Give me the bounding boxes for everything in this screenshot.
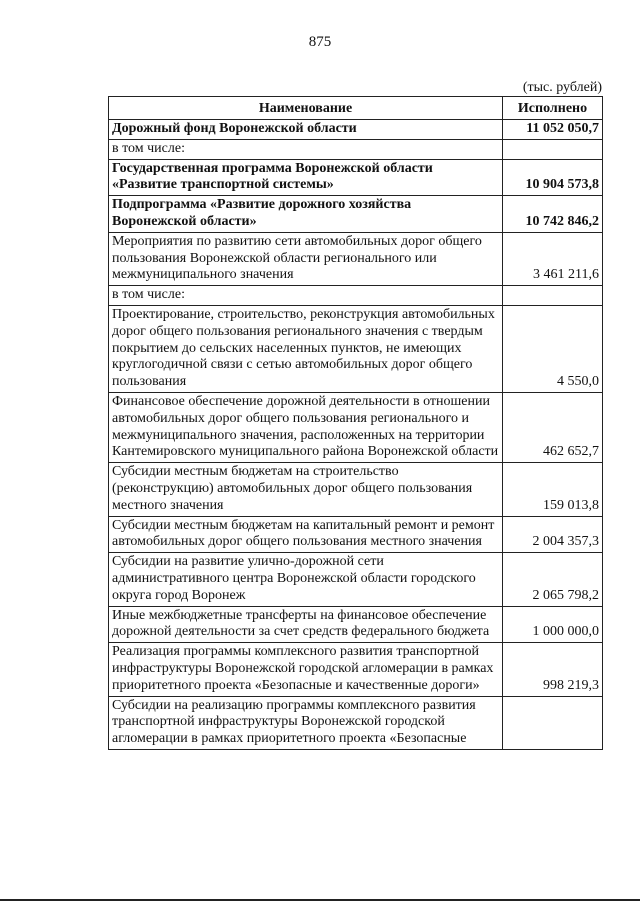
row-value: 10 904 573,8	[503, 159, 603, 196]
row-name: Финансовое обеспечение дорожной деятельности в отношении автомобильных дорог общего пользования регионального и межмуниципального значения, расположенных на территории Кантемировского муниципального района Воронежской области	[109, 392, 503, 462]
row-name: Иные межбюджетные трансферты на финансовое обеспечение дорожной деятельности за счет средств федерального бюджета	[109, 606, 503, 643]
row-value: 3 461 211,6	[503, 232, 603, 285]
page-bottom-rule	[0, 899, 640, 901]
table-header-row	[109, 97, 603, 120]
row-name: Субсидии местным бюджетам на капитальный ремонт и ремонт автомобильных дорог общего пользования местного значения	[109, 516, 503, 553]
row-name: Субсидии местным бюджетам на строительство (реконструкцию) автомобильных дорог общего пользования местного значения	[109, 463, 503, 516]
table-row	[109, 196, 603, 233]
row-value: 4 550,0	[503, 305, 603, 392]
row-value: 2 065 798,2	[503, 553, 603, 606]
budget-table	[108, 96, 603, 750]
row-name: Мероприятия по развитию сети автомобильных дорог общего пользования Воронежской области регионального или межмуниципального значения	[109, 232, 503, 285]
table-row	[109, 463, 603, 516]
row-value: 2 004 357,3	[503, 516, 603, 553]
table-row	[109, 606, 603, 643]
row-name: Подпрограмма «Развитие дорожного хозяйства Воронежской области»	[109, 196, 503, 233]
row-name: в том числе:	[109, 286, 503, 306]
row-name: Дорожный фонд Воронежской области	[109, 120, 503, 140]
table-row	[109, 286, 603, 306]
row-name: Государственная программа Воронежской области «Развитие транспортной системы»	[109, 159, 503, 196]
row-value: 159 013,8	[503, 463, 603, 516]
row-value: 1 000 000,0	[503, 606, 603, 643]
row-value	[503, 696, 603, 749]
column-header-value: Исполнено	[503, 97, 603, 120]
units-label: (тыс. рублей)	[522, 80, 602, 95]
row-value: 998 219,3	[503, 643, 603, 696]
table-row	[109, 696, 603, 749]
row-name: Проектирование, строительство, реконструкция автомобильных дорог общего пользования регионального значения с твердым покрытием до сельских населенных пунктов, не имеющих круглогодичной связи с сетью автомобильных дорог общего пользования	[109, 305, 503, 392]
table-row	[109, 120, 603, 140]
row-value: 11 052 050,7	[503, 120, 603, 140]
row-value	[503, 286, 603, 306]
column-header-name: Наименование	[109, 97, 503, 120]
table-row	[109, 516, 603, 553]
row-value	[503, 139, 603, 159]
row-name: Реализация программы комплексного развития транспортной инфраструктуры Воронежской городской агломерации в рамках приоритетного проекта «Безопасные и качественные дороги»	[109, 643, 503, 696]
table-row	[109, 305, 603, 392]
row-name: в том числе:	[109, 139, 503, 159]
page-number: 875	[308, 34, 332, 50]
row-name: Субсидии на реализацию программы комплексного развития транспортной инфраструктуры Воронежской городской агломерации в рамках приоритетного проекта «Безопасные	[109, 696, 503, 749]
row-value: 10 742 846,2	[503, 196, 603, 233]
row-name: Субсидии на развитие улично-дорожной сети административного центра Воронежской области городского округа город Воронеж	[109, 553, 503, 606]
table-row	[109, 392, 603, 462]
row-value: 462 652,7	[503, 392, 603, 462]
table-row	[109, 159, 603, 196]
table-row	[109, 643, 603, 696]
table-row	[109, 232, 603, 285]
table-row	[109, 139, 603, 159]
table-row	[109, 553, 603, 606]
